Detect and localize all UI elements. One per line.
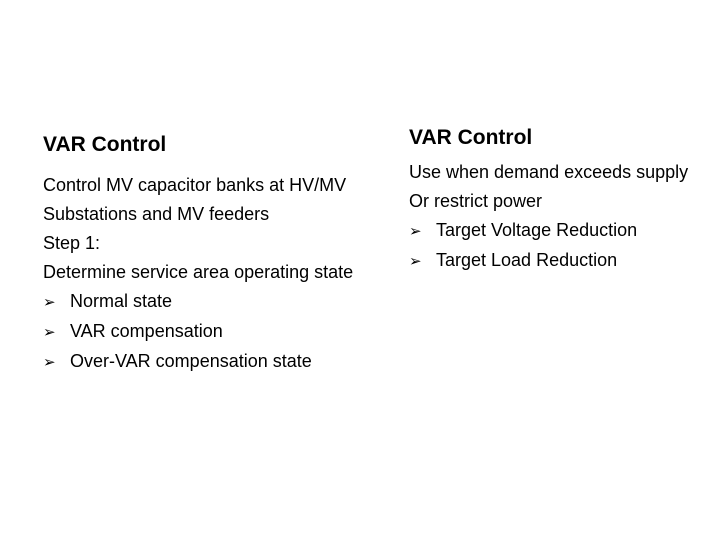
left-bullet-item [43, 349, 363, 374]
left-line: Substations and MV feeders [43, 204, 270, 224]
right-column [409, 126, 720, 278]
right-line: Use when demand exceeds supply [409, 162, 689, 182]
left-column [43, 133, 363, 379]
right-line: Or restrict power [409, 191, 543, 211]
left-bullet-item [43, 319, 363, 344]
arrowhead-bullet-icon: ➢ [43, 353, 56, 371]
left-bullet-text: Normal state [70, 291, 173, 311]
left-bullet-item [43, 289, 363, 314]
left-bullet-text: Over-VAR compensation state [70, 351, 312, 371]
left-line: Step 1: [43, 233, 101, 253]
right-heading: VAR Control [409, 126, 533, 149]
arrowhead-bullet-icon: ➢ [409, 222, 422, 240]
left-heading: VAR Control [43, 133, 167, 156]
right-bullet-item [409, 248, 720, 273]
right-bullet-item [409, 218, 720, 243]
arrowhead-bullet-icon: ➢ [409, 252, 422, 270]
left-line: Determine service area operating state [43, 262, 354, 282]
right-bullet-text: Target Load Reduction [436, 250, 618, 270]
arrowhead-bullet-icon: ➢ [43, 293, 56, 311]
left-line: Control MV capacitor banks at HV/MV [43, 175, 347, 195]
arrowhead-bullet-icon: ➢ [43, 323, 56, 341]
right-bullet-text: Target Voltage Reduction [436, 220, 638, 240]
left-bullet-text: VAR compensation [70, 321, 223, 341]
